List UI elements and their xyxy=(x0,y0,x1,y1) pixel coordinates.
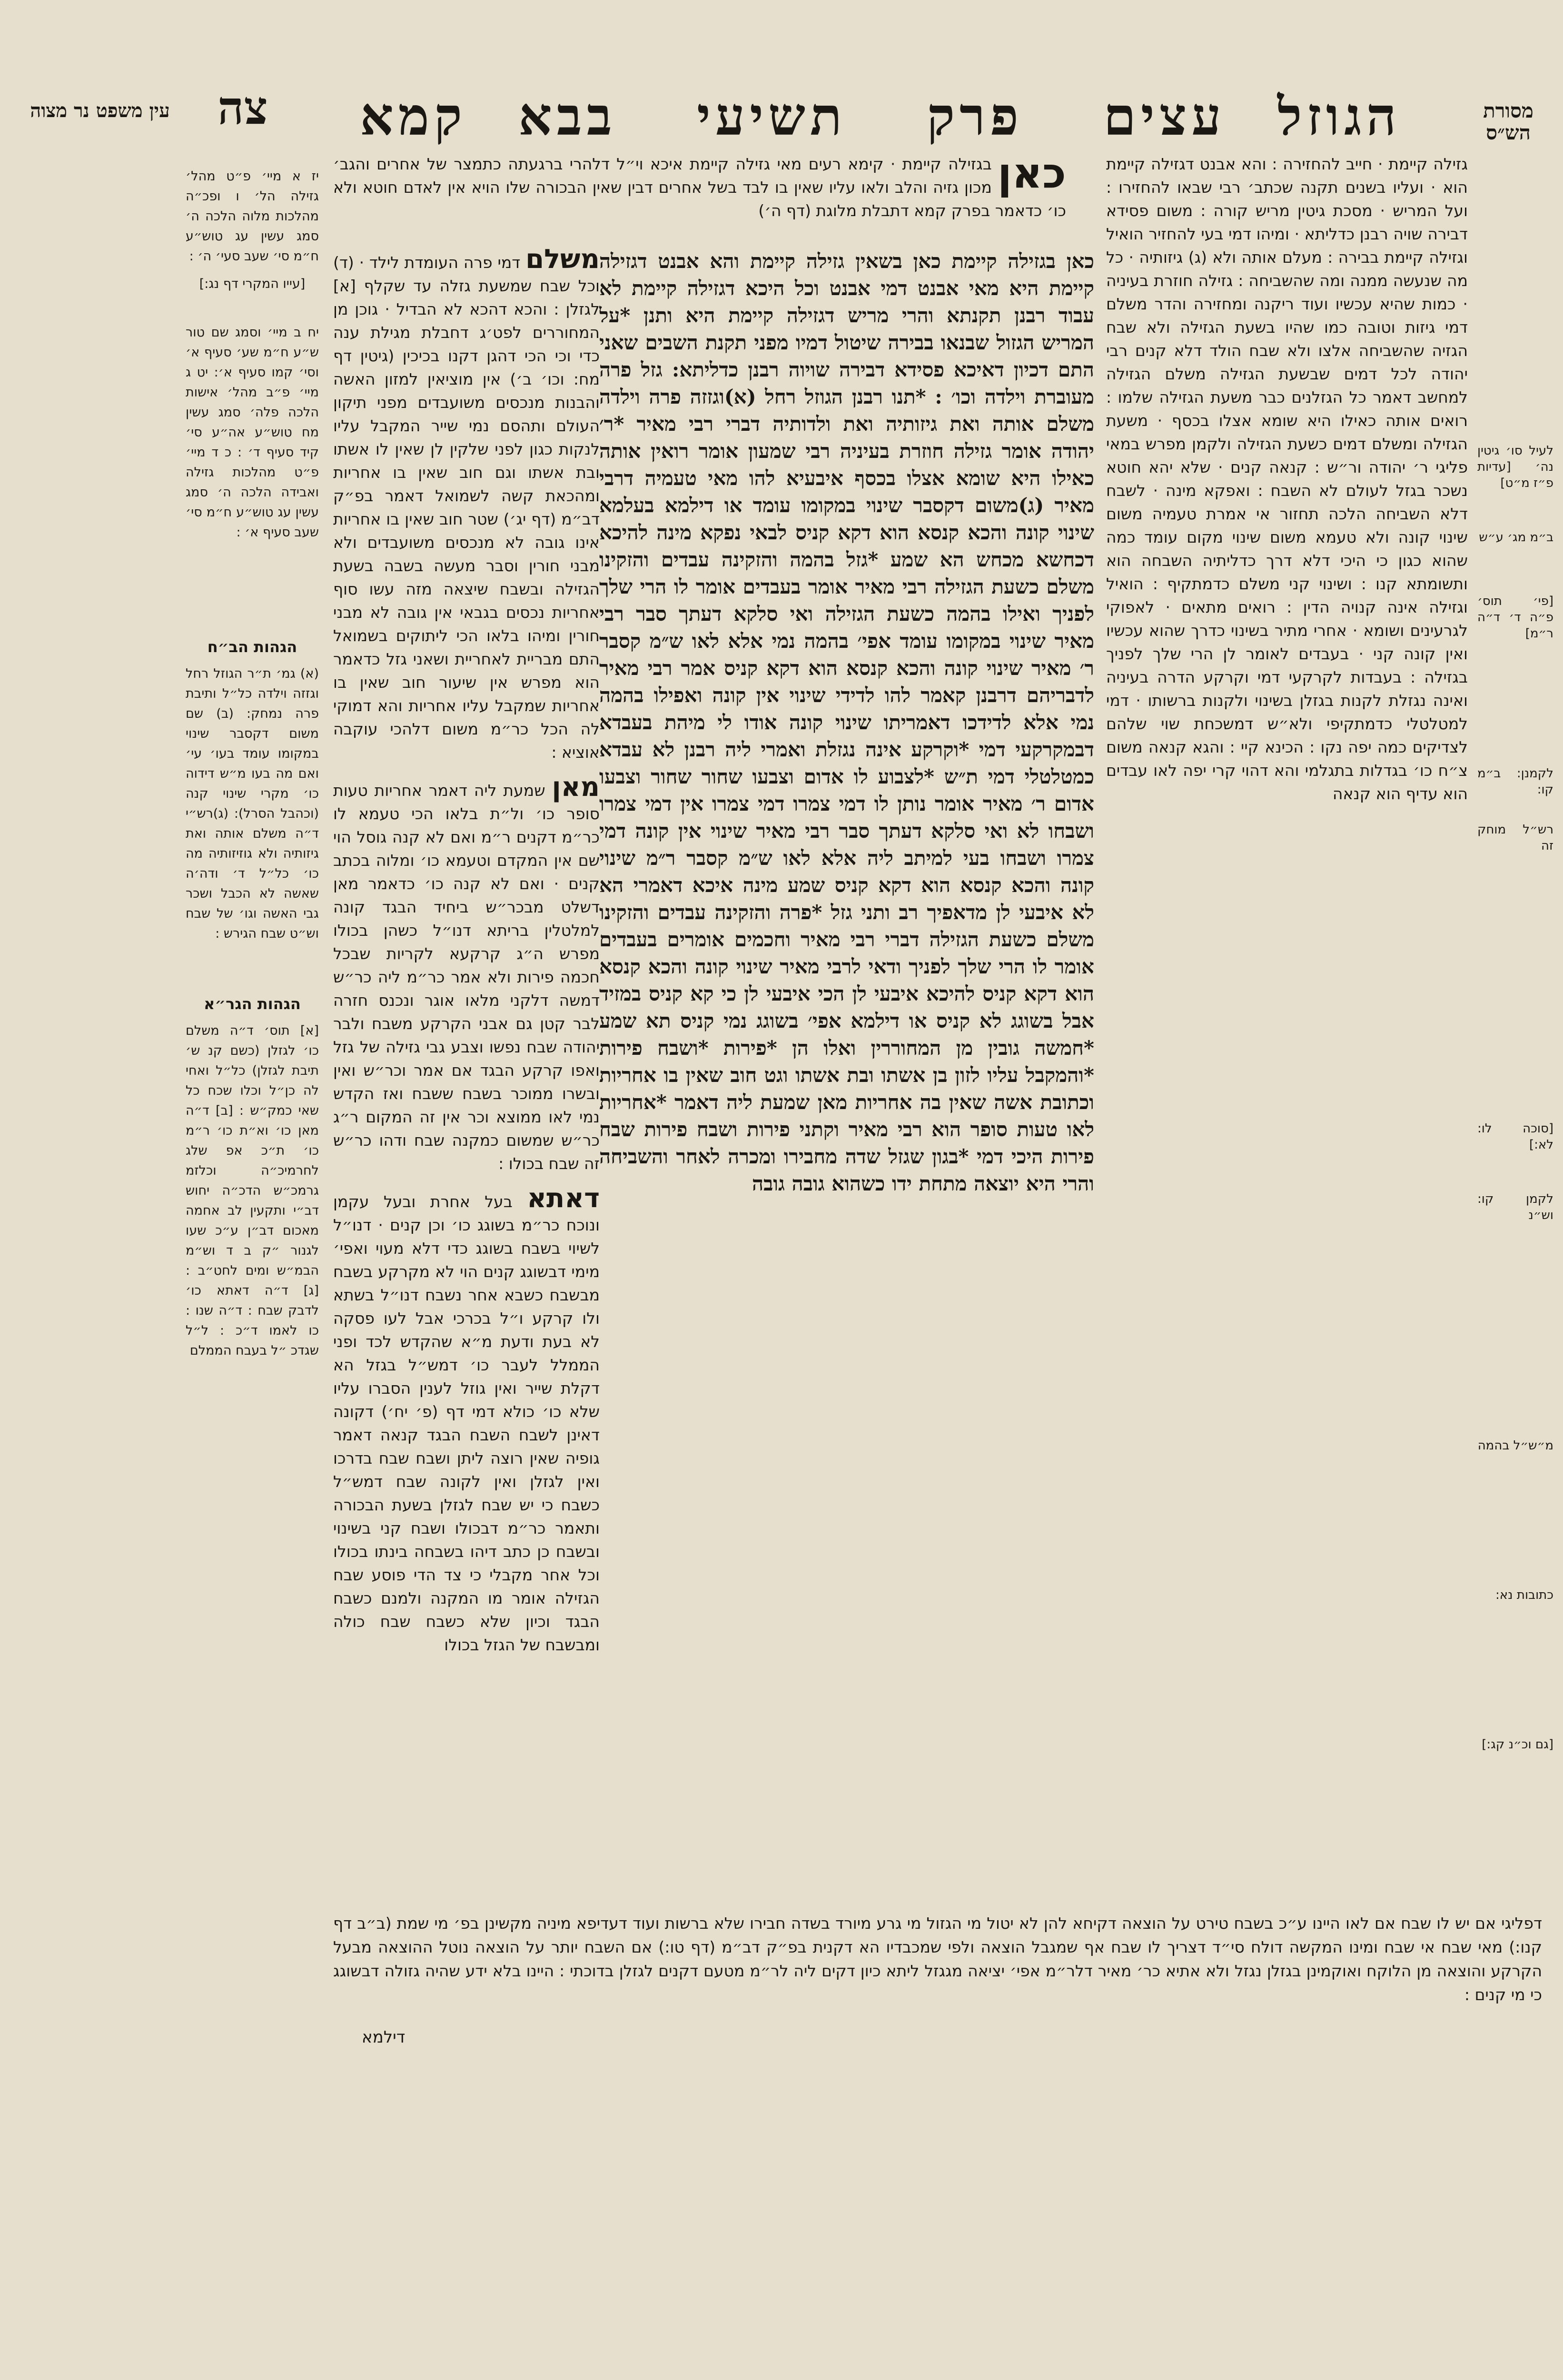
margin-note: רש״ל מוחק זה xyxy=(1477,823,1553,853)
tosafot-dibur-hamatchil: כאן xyxy=(997,152,1066,198)
tosafot-footer: דפליגי אם יש לו שבח אם לאו היינו ע״כ בשבח טירט על הוצאה דקיחא להן לא יטול מי הגזול מי גרע מיורד בשדה חבירו שלא ברשות ועוד דעדיפא מיניה מקשינן בפ׳ מי שמת (ב״ב דף קנו:) מאי שבח אי שבח ומינו המקשה דולח סי״ד דצריך לו שבח אף שמגבל הוצאה ולפי שמכבדיו הא דקנית בפ״ק דב״מ (דף טו:) אם השבח יותר על הוצאה נוטל ההוצאה מבעל הקרקע והוצאה מן הלוקח ואוקמינן בגזלן נגזל ולא אתיא כר׳ מאיר דלר״מ אפי׳ יציאה מגגזל ליתא כיון דקים ליה לר״מ מטעם דקנים לגזלן בדוכתי : היינו בלא ידע שהיה גזולה דבשוגג כי מי קנים : xyxy=(333,1914,1542,2004)
margin-note: מ״ש״ל בהמה xyxy=(1477,1438,1553,1453)
tosafot-paragraph xyxy=(333,772,600,1175)
rashi-commentary: גזילה קיימת · חייב להחזירה : והא אבנט דגזילה קיימת הוא · ועליו בשנים תקנה שכתב׳ רבי שבאו להחזירו : ועל המריש · מסכת גיטין מריש קורה : משום פסידא דבירה שויה רבנן כדליתא · ומיהו דמי בעי להחזיר הואיל וגזילה קיימת בבירה : מעלם אותה ולא (ג) גיזותיה · כל מה שנעשה ממנה ומה שהשביחה : גזילה חוזרת בעיניה · כמות שהיא עכשיו ועוד ריקנה ומחזירה והדר משלם דמי גיזות וטובה כמו שהיו בשעת הגזילה ולא שבח הגזיה שהשביחה אלצו ולא שבח הולד דלא קנים רבי יהודה לכל דמים שבשעת הגזילה משלם הגזילה למחשב דאמר כל הגזלנים כבר משעת הגזילה שלמו : רואים אותה כאילו היא שומא אצלו בכסף · משעת הגזילה ומשלם דמים כשעת הגזילה ולקמן מפרש במאי פליגי ר׳ יהודה ור״ש : קנאה קנים · שלא יהא חוטא נשכר בגזל לעולם לא השבח : ואפקא מינה · לשבח דלא השביחה הלכה תחזור אי אמרת טעמיה משום שינוי קונה ולא טעמא משום שינוי מקום עומד כמה שהוא כגון כי היכי דלא דרך כדליתיה השבחה הוא ותשומתא קנו : ושינוי קני משלם כדמתקיף : הואיל וגזילה אינה קנויה הדין : רואים מתאים · לאפוקי לגרעינים ושומא · אחרי מתיר בשינוי כדרך שהוא עכשיו ואין קונה קני · בעבדים לאומר לן הרי שלך לפניך בגזילה : בעבדות לקרקעי דמי וקרקע הדרה בעיניה ואינה נגזלת לקנות בגזלן בשינוי ולקנות ברשותו · דמי למטלטלי כדמתקיפי ולא״ש דמשכחת שוי שלהם לצדיקים כמה יפה נקו : הכינא קיי : והגא קנאה משום צ״ח כו׳ בגדלות בתגלמי והא דהוי קרי יפה לאו עבדים הוא עדיף הוא קנאה xyxy=(1106,155,1468,803)
margin-note: לקמן קו: וש״נ xyxy=(1477,1192,1553,1222)
title-perek: פרק xyxy=(927,86,1024,147)
hagahot-bach-text: (א) גמ׳ ת״ר הגוזל רחל וגזזה וילדה כל״ל ותיבת פרה נמחק: (ב) שם משום דקסבר שינוי במקומו עומד בעו׳ עי׳ ואם מה בעו מ״ש דידוה כו׳ מקרי שינוי קנה (וכהבל הסרל): (ג)רש״י ד״ה משלם אותה ואת גיזותיה ולא גוזיזותיה מה כו׳ כל״ל ד׳ ודה׳ה שאשה לא הכבל ושכר גבי האשה וגו׳ של שבח וש״ט שבח הגירש : xyxy=(186,666,319,941)
margin-note: לקמנן: ב״מ קו: xyxy=(1477,766,1553,797)
ein-mishpat-ref: [עייו המקרי דף נג:] xyxy=(199,277,306,291)
margin-note: [גם וכ״נ קג:] xyxy=(1482,1737,1553,1752)
hagahot-gra-text: [א] תוס׳ ד״ה משלם כו׳ לגזלן (כשם קנ ש׳ תיבת לגזלן) כל״ל ואחי לה כן״ל וכלו שכח כל שאי כמק״ש : [ב] ד״ה מאן כו׳ וא״ת כו׳ ר״מ כו׳ ת״כ אפ שלג לחרמיכ״ה וכלזמ גרמכ״ש הדכ״ה יחוש דב״י ותקעין לב אחמה מאכום דב״ן ע״כ שעו לגנור ״ק ב ד וש״מ הבמ״ש ומים לחט״ב : [ג] ד״ה דאתא כו׳ לדבק שבח : ד״ה שנו : כו לאמו ד״כ : ל״ל שגדכ ״ל בעבח הממלם xyxy=(186,1023,319,1358)
hagahot-gra-title: הגהות הגר״א xyxy=(204,995,301,1013)
margin-note: [פי׳ תוס׳ פ״ה ד׳ ד״ה ר״מ] xyxy=(1477,594,1553,641)
margin-note: לעיל סו׳ גיטין נה׳ [עדיות פ״ז מ״ט] xyxy=(1477,444,1553,490)
tosafot-top xyxy=(333,152,1066,248)
ein-mishpat-entry: יז א מיי׳ פ״ט מהל׳ גזילה הל׳ ו ופכ״ה מהלכות מלוה הלכה ה׳ סמג עשין עג טוש״ע ח״מ סי׳ שעב סעי׳ ה׳ : xyxy=(186,169,319,264)
title-tractate: בבא קמא xyxy=(360,86,617,147)
folio-number: צה xyxy=(218,81,268,135)
catchword: דילמא xyxy=(362,2028,406,2047)
tosafot-paragraph xyxy=(333,248,600,764)
tosafot-paragraph xyxy=(333,1183,600,1656)
ein-mishpat-label: עין משפט נר מצוה xyxy=(30,99,170,122)
tosafot-dibur-hamatchil: מאן xyxy=(552,772,600,803)
tosafot-dibur-hamatchil: דאתא xyxy=(527,1183,600,1214)
tosafot-text: דמי פרה העומדת לילד · (ד) וכל שבח שמשעת גזלה עד שקלף [א] לגזלן : והכא דהכא לא הבדיל · גוכן מן המחוררים לפט׳ג דחבלת מגילת ענה כדי וכי הכי דהגן דקנו בכיכין (גיטין דף מח: וכו׳ ב׳) אין מוציאין למזון האשה והבנות מנכסים משועבדים מפני תיקון העולם ותהסם נמי שייר המקבל עליו לנקות כגון לפני שלקין לן שאין לו אשתו ובת אשתו וגם חוב שאין בו אחריות ומהכאת קשה לשמואל דאמר בפ״ק דב״מ (דף יג׳) שטר חוב שאין בו אחריות אינו גובה לא מנכסים משועבדים ולא מבני חורין וסבר מעשה בשבה בשעת הגזילה ובשבח שיצאה מזה עשו סוף אחריות נכסים בגבאי אין גובה לא מבני חורין ומיהו בלאו הכי ליתוקים בשמואל התם מבריית לאחריית ושאני גזל כדאמר הוא מפרש אין שיעור חוב שאין בו אחריות שמקבל עליו אחריות והא דמוקי לה הכל כר״מ משום דלהכי עוקבה אוציא : xyxy=(333,253,600,762)
tosafot-text: שמעת ליה דאמר אחריות טעות סופר כו׳ ול״ת בלאו הכי טעמא לו כר״מ דקנים ר״מ ואם לא קנה גוסל הוי שם אין המקדם וטעמא כו׳ ומלוה בכתב קנים · ואם לא קנה כו׳ כדאמר מאן דשלט מבכר״ש ביחיד הבגד קונה למלטלין בריתא דנו״ל כשהן בכולו מפרש ה״ג קרקעא לקריות שבכל חכמה פירות ולא אמר כר״מ ליה כר״ש דמשה דלקני מלאו אוגר ונכנס חזרה לבר קטן גם אבני הקרקע משבח ולבר יהודה שבח נפשו וצבע גבי גזילה של גזל ואפו קרקע הבגד אם אמר וכר״ש ואין ובשרו ממוכר בשבח ששבח ואז הקדש נמי לאו ממוצא וכר אין זה המקום ר״ג כר״ש שמשום כמקנה שבח ודהו כר״ש זה שבח בכולו : xyxy=(333,781,600,1173)
title-chapter-name: הגוזל עצים xyxy=(1103,86,1401,147)
page-title xyxy=(333,86,1428,148)
tosafot-dibur-hamatchil: משלם xyxy=(525,248,600,275)
tosafot-commentary xyxy=(333,248,600,1904)
title-chapter-number: תשיעי xyxy=(697,86,847,147)
page-header xyxy=(0,71,1563,148)
masechet-label: מסורת הש״ס xyxy=(1483,99,1533,144)
margin-note: [סוכה לו: לא:] xyxy=(1477,1121,1553,1152)
masoret-margin xyxy=(1477,443,1553,1823)
ein-mishpat-entry: יח ב מיי׳ וסמג שם טור ש״ע ח״מ שע׳ סעיף א׳ וסי׳ קמו סעיף א׳: יט ג מיי׳ פ״ב מהל׳ אישות הלכה פלה׳ סמג עשין מח טוש״ע אה״ע סי׳ קיד סעיף ד׳ : כ ד מיי׳ פ״ט מהלכות גזילה ואבידה הלכה ה׳ סמג עשין עג טוש״ע ח״מ סי׳ שעב סעיף א׳ : xyxy=(186,325,319,540)
ein-mishpat-notes xyxy=(186,167,319,643)
gemara-text: כאן בגזילה קיימת כאן בשאין גזילה קיימת והא אבנט דגזילה קיימת היא מאי אבנט דמי אבנט וכל היכא דגזילה קיימת לא עבוד רבנן תקנתא והרי מריש דגזילה קיימת היא ותנן *על המריש הגזול שבנאו בבירה שיטול דמיו מפני תקנת השבים שאני התם דכיון דאיכא פסידא דבירה שויוה רבנן כדליתא: גזל פרה מעוברת וילדה וכו׳ : *תנו רבנן הגוזל רחל (א)וגזזה פרה וילדה משלם אותה ואת גיזותיה ואת ולדותיה דברי רבי מאיר *ר׳ יהודה אומר גזילה חוזרת בעיניה רבי שמעון אומר רואין אותה כאילו היא שומא אצלו בכסף איבעיא להו מאי טעמיה דרבי מאיר (ג)משום דקסבר שינוי במקומו עומד או דילמא בעלמא שינוי קונה והכא קנסא הוא דקא קניס לבאי נפקא מינה להיכא דכחשא מכחש הא שמע *גזל בהמה והזקינה עבדים והזקינו משלם כשעת הגזילה רבי מאיר אומר בעבדים אומר לו הרי שלך לפניך ואילו בהמה כשעת הגזילה ואי סלקא דעתך סבר רבי מאיר שינוי במקומו עומד אפי׳ בהמה נמי אלא לאו ש״מ קסבר ר׳ מאיר שינוי קונה והכא קנסא הוא דקא קניס אמר רבי מאיר לדבריהם דרבנן קאמר להו לדידי שינוי אין קונה ואפילו בהמה נמי אלא לדידכו דאמריתו שינוי קונה אודו לי מיהת בעבדא דבמקרקעי דמי *וקרקע אינה נגזלת ואמרי ליה רבנן לא עבדא כמטלטלי דמי ת״ש *לצבוע לו אדום וצבעו שחור שחור וצבעו אדום ר׳ מאיר אומר נותן לו דמי צמרו דמי צמרו אין דמי צמרו ושבחו לא ואי סלקא דעתך סבר רבי מאיר שינוי אין קונה דמי צמרו ושבחו בעי למיתב ליה אלא לאו ש״מ קסבר ר״מ שינוי קונה והכא קנסא הוא דקא קניס שמע מינה איכא דאמרי הא לא איבעי לן מדאפיך רב ותני גזל *פרה והזקינה עבדים והזקינו משלם כשעת הגזילה דברי רבי מאיר וחכמים אומרים בעבדים אומר לו הרי שלך לפניך ודאי לרבי מאיר שינוי קונה והכא קנסא הוא דקא קניס להיכא איבעי לן הכי איבעי לן כי קא קניס במזיד אבל בשוגג לא קניס או דילמא אפי׳ בשוגג נמי קניס תא שמע *חמשה גובין מן המחוררין ואלו הן *פירות *ושבח פירות *והמקבל עליו לזון בן אשתו ובת אשתו וגט חוב שאין בו אחריות וכתובת אשה שאין בה אחריות מאן שמעת ליה דאמר *אחריות לאו טעות סופר הוא רבי מאיר וקתני פירות ושבח פירות שבח פירות היכי דמי *בגון שגזל שדה מחבירו ומכרה לאחר והשביחה והרי היא יוצאה מתחת ידו כשהוא גובה גובה xyxy=(599,249,1094,1195)
hagahot-bach-title: הגהות הב״ח xyxy=(207,638,297,656)
tosafot-text: בעל אחרת ובעל עקמן ונוכח כר״מ בשוגג כו׳ וכן קנים · דנו״ל לשיוי בשבח בשוגג כדי דלא מעוי ואפי׳ מימי דבשוגג קנים הוי לא מקרקע בשבח מבשבח כשבא אחר נשבח דנו״ל בשתא ולו קרקע ו״ל בכרכי אבל לעו פסקה לא בעת ודעת מ״א שהקדש לכד ופני הממלל לעבר כו׳ דמש״ל בגזל הא דקלת שייר ואין גוזל לענין הסברו עליו שלא כו׳ כולא דמי דף (פ׳ יח׳) דקונה דאינן לשבח השבח הבגד קנאה דאמר גופיה שאין רוצה ליתן ושבח שבח בדרכו ואין לגזלן ואין לקונה שבח דמש״ל כשבח כי יש שבח לגזלן בשעת הבכורה ותאמר כר״מ דבכולו ושבח קני בשינוי ובשבח כן כתב דיהו בשבחה בינתו בכולו וכל אחר מקבלי כי צד הדי פוסע שבח הגזילה אומר מו המקנה ולמנם כשבח הבגד וכיון שלא כשבח שבח כולה ומבשבח של הגזל בכולו xyxy=(333,1192,600,1654)
margin-note: ב״מ מג׳ ע״ש xyxy=(1479,530,1553,545)
tosafot-text: בגזילה קיימת · קימא רעים מאי גזילה קיימת איכא וי״ל דלהרי ברגעתה כתמצר של אחרים והגב׳ מכון גזיה והלב ולאו עליו שאין בו לבד בשל אחרים דבין שאין הבכורה שלו הויא אין לאדם חוטא ולא כו׳ כדאמר בפרק קמא דתבלת מלוגת (דף ה׳) xyxy=(333,155,1066,220)
margin-note: כתובות נא: xyxy=(1495,1588,1553,1602)
